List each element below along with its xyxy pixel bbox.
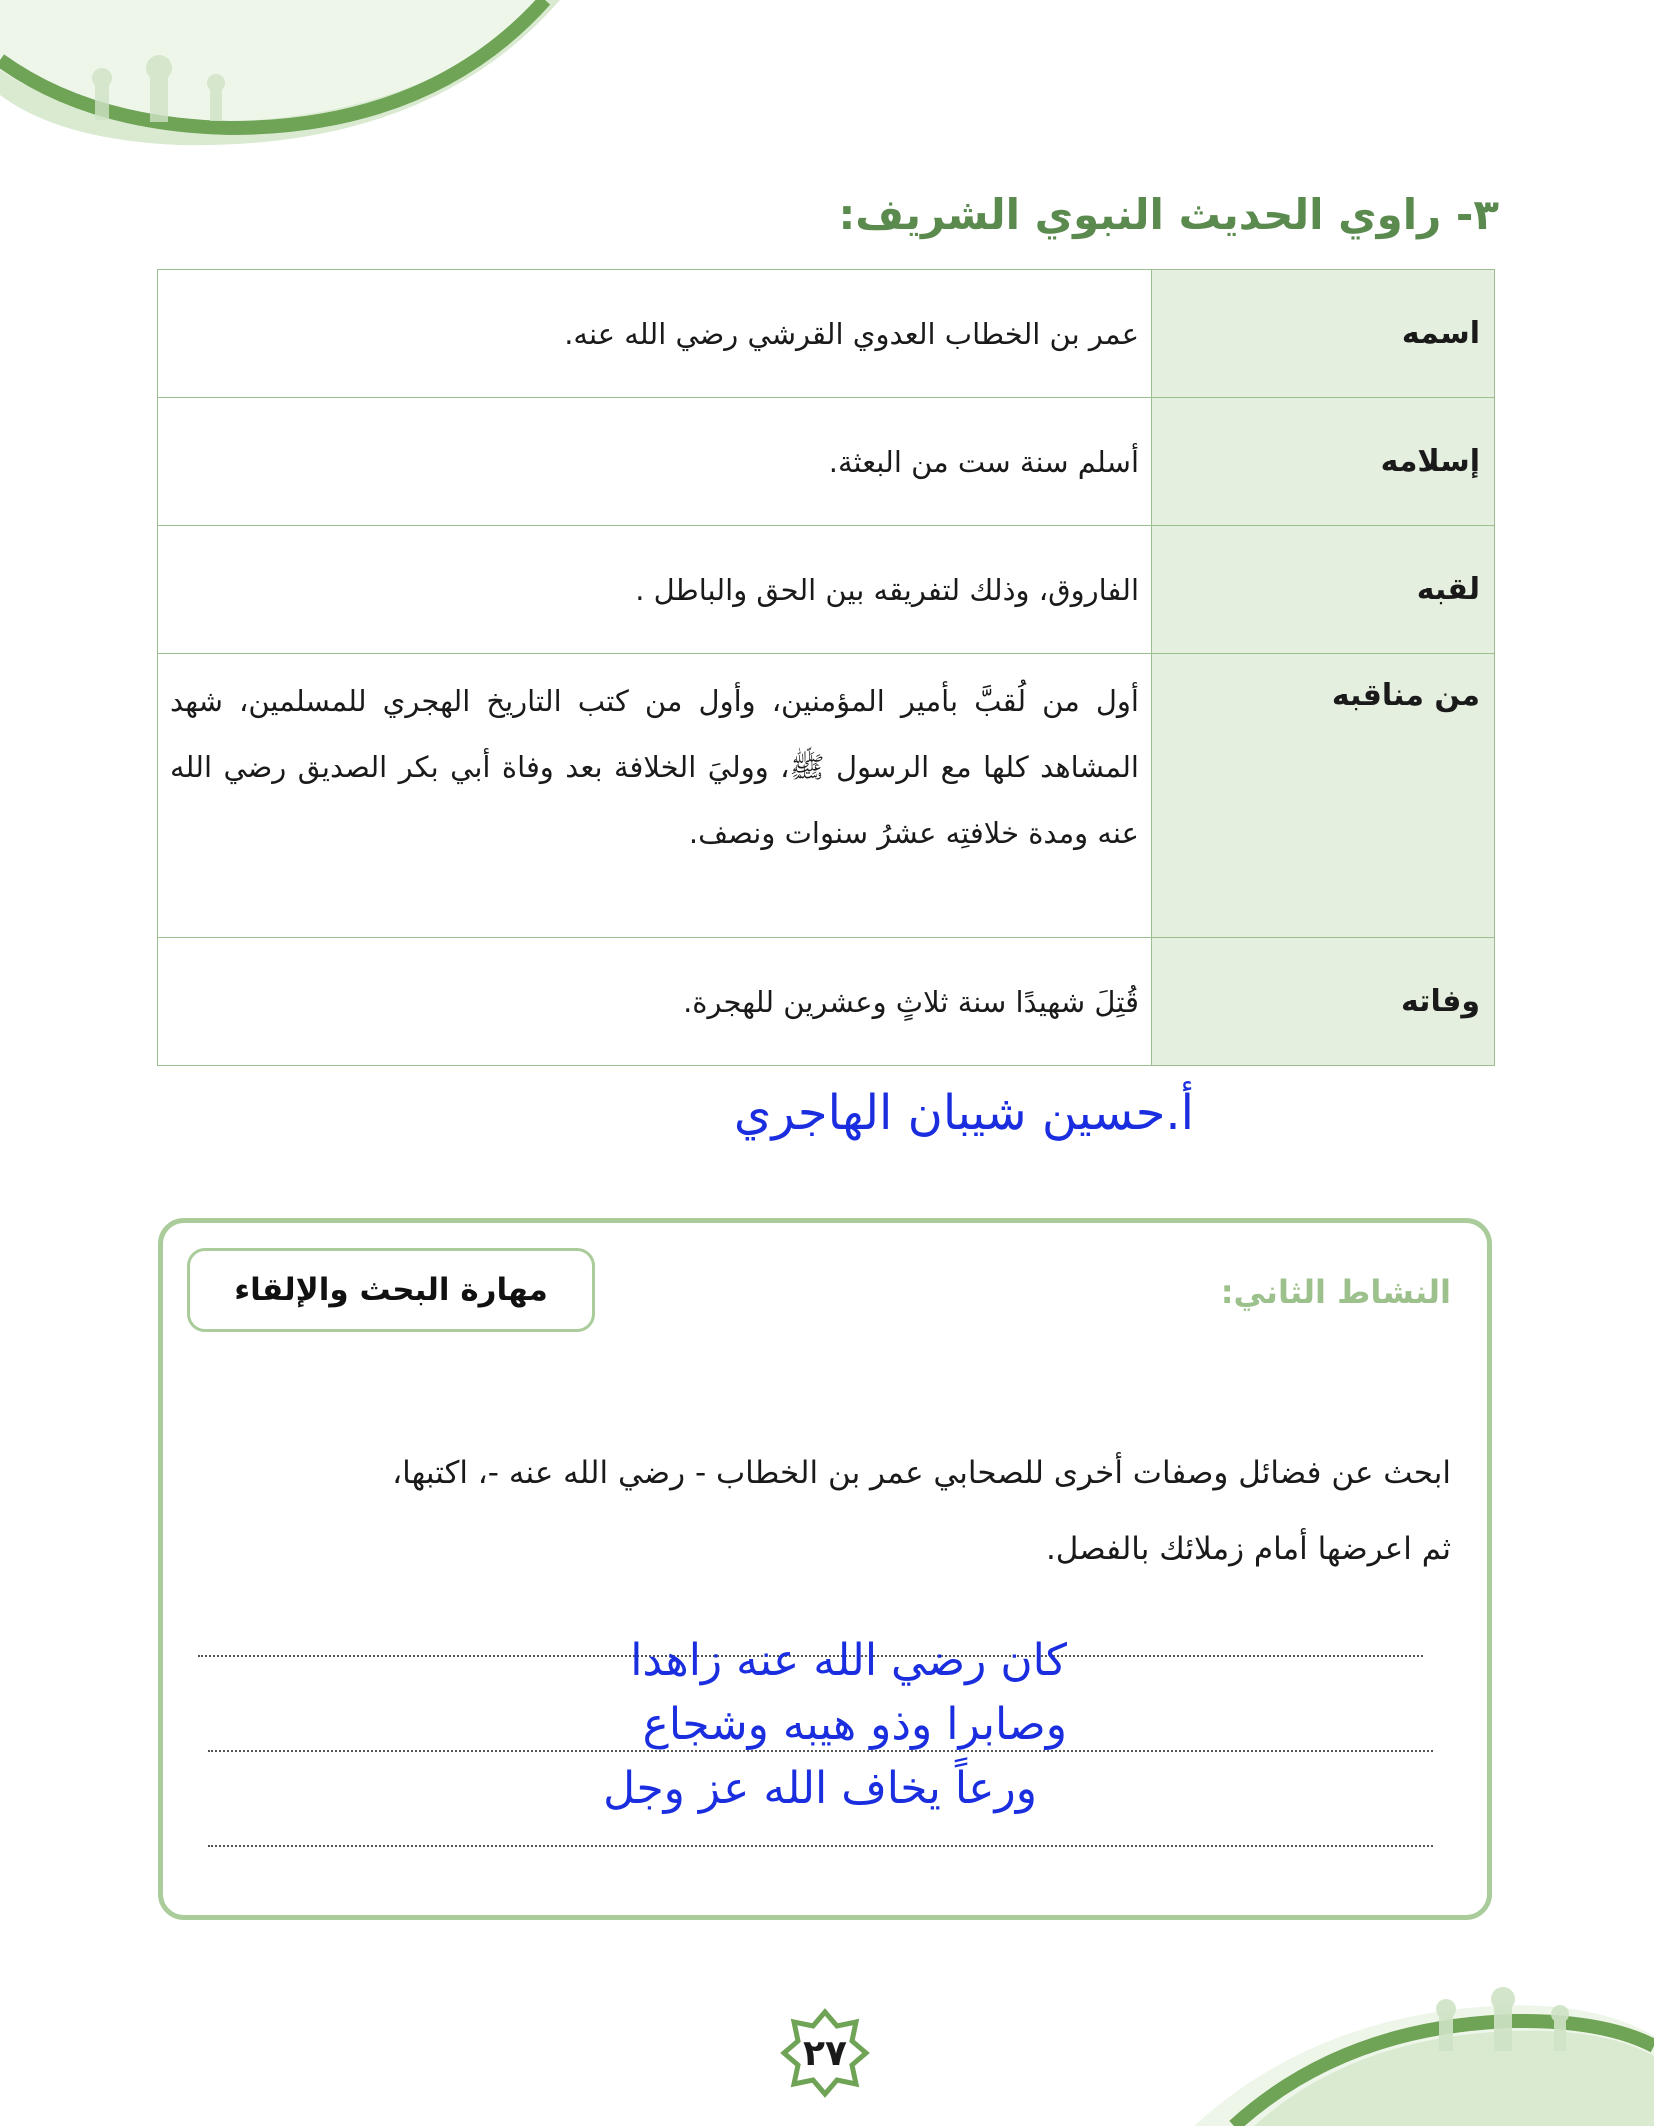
row-value-islam: أسلم سنة ست من البعثة. [158, 398, 1152, 526]
activity-instruction [201, 1435, 1451, 1587]
page-number-badge [780, 2008, 870, 2098]
row-label-islam: إسلامه [1152, 398, 1495, 526]
row-value-title: الفاروق، وذلك لتفريقه بين الحق والباطل . [158, 526, 1152, 654]
row-label-name: اسمه [1152, 270, 1495, 398]
answer-line[interactable] [208, 1750, 1433, 1752]
section-title: ٣- راوي الحديث النبوي الشريف: [838, 190, 1499, 239]
row-value-virtues: أول من لُقبَّ بأمير المؤمنين، وأول من كتب التاريخ الهجري للمسلمين، شهد المشاهد كلها مع الرسول ﷺ، ووليَ الخلافة بعد وفاة أبي بكر الصديق رضي الله عنه ومدة خلافتِه عشرُ سنوات ونصف. [158, 654, 1152, 938]
top-corner-decoration [0, 0, 560, 170]
activity-box [158, 1218, 1492, 1920]
table-row [158, 938, 1495, 1066]
instruction-line: ابحث عن فضائل وصفات أخرى للصحابي عمر بن الخطاب - رضي الله عنه -، اكتبها، [392, 1455, 1451, 1491]
table-row [158, 398, 1495, 526]
row-label-virtues: من مناقبه [1152, 654, 1495, 938]
handwritten-answer: ورعاً يخاف الله عز وجل [603, 1763, 1037, 1814]
handwritten-answer: وصابرا وذو هيبه وشجاع [642, 1699, 1067, 1750]
table-row [158, 526, 1495, 654]
row-value-death: قُتِلَ شهيدًا سنة ثلاثٍ وعشرين للهجرة. [158, 938, 1152, 1066]
skill-badge-label: مهارة البحث والإلقاء [234, 1272, 548, 1308]
row-label-title: لقبه [1152, 526, 1495, 654]
table-row [158, 654, 1495, 938]
skill-badge [187, 1248, 595, 1332]
bottom-corner-decoration [1194, 1976, 1654, 2126]
row-label-death: وفاته [1152, 938, 1495, 1066]
answer-line[interactable] [208, 1845, 1433, 1847]
handwritten-answer: كان رضي الله عنه زاهدا [630, 1635, 1067, 1686]
narrator-info-table [157, 269, 1495, 1066]
page-number: ٢٧ [803, 2032, 847, 2074]
table-row [158, 270, 1495, 398]
instruction-line: ثم اعرضها أمام زملائك بالفصل. [1045, 1531, 1451, 1567]
row-value-name: عمر بن الخطاب العدوي القرشي رضي الله عنه. [158, 270, 1152, 398]
activity-label: النشاط الثاني: [1220, 1273, 1451, 1311]
teacher-name: أ.حسين شيبان الهاجري [733, 1085, 1194, 1141]
